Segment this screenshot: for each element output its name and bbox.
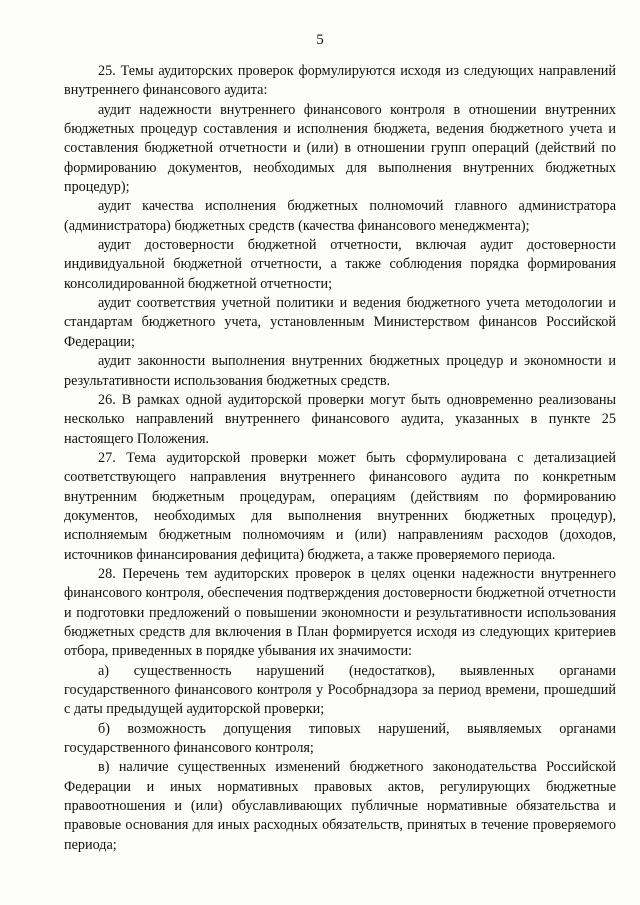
- paragraph-25: 25. Темы аудиторских проверок формулируются исходя из следующих направлений внутреннего финансового аудита:: [64, 63, 616, 99]
- list-item-audit-reliability: аудит надежности внутреннего финансового контроля в отношении внутренних бюджетных процедур составления и исполнения бюджета, ведения бюджетного учета и составления бюджетной отчетности и (или) в отношении групп операций (действий по формированию документов, необходимых для выполнения внутренних бюджетных процедур);: [64, 101, 616, 196]
- document-body: [64, 62, 616, 855]
- criterion-c: в) наличие существенных изменений бюджетного законодательства Российской Федерации и иных нормативных правовых актов, регулирующих бюджетные правоотношения и (или) обуславливающих публичные нормативные обязательства и правовые основания для иных расходных обязательств, принятых в течение проверяемого периода;: [64, 759, 616, 853]
- criterion-b: б) возможность допущения типовых нарушений, выявляемых органами государственного финансового контроля;: [64, 720, 616, 757]
- paragraph-28: 28. Перечень тем аудиторских проверок в целях оценки надежности внутреннего финансового контроля, обеспечения подтверждения достоверности бюджетной отчетности и подготовки предложений о повышении экономности и результативности использования бюджетных средств для включения в План формируется исходя из следующих критериев отбора, приведенных в порядке убывания их значимости:: [64, 565, 616, 660]
- page-number: 5: [316, 32, 324, 48]
- criterion-a: а) существенность нарушений (недостатков), выявленных органами государственного финансового контроля у Рособрнадзора за период времени, прошедший с даты предыдущей аудиторской проверки;: [64, 662, 616, 718]
- list-item-audit-accuracy: аудит достоверности бюджетной отчетности, включая аудит достоверности индивидуальной бюджетной отчетности, а также соблюдения порядка формирования консолидированной бюджетной отчетности;: [64, 237, 616, 292]
- paragraph-26: 26. В рамках одной аудиторской проверки могут быть одновременно реализованы несколько направлений внутреннего финансового аудита, указанных в пункте 25 настоящего Положения.: [64, 391, 616, 447]
- list-item-audit-quality: аудит качества исполнения бюджетных полномочий главного администратора (администратора) бюджетных средств (качества финансового менеджмента);: [64, 198, 616, 234]
- list-item-audit-legality: аудит законности выполнения внутренних бюджетных процедур и экономности и результативности использования бюджетных средств.: [64, 353, 616, 389]
- list-item-audit-compliance: аудит соответствия учетной политики и ведения бюджетного учета методологии и стандартам бюджетного учета, установленным Министерством финансов Российской Федерации;: [64, 295, 616, 350]
- paragraph-27: 27. Тема аудиторской проверки может быть сформулирована с детализацией соответствующего направления внутреннего финансового аудита по конкретным внутренним бюджетным процедурам, операциям (действиям по формированию документов, необходимых для выполнения внутренних бюджетных процедур), исполняемым бюджетным полномочиям и (или) направлениям расходов (доходов, источников финансирования дефицита) бюджета, а также проверяемого периода.: [64, 449, 616, 563]
